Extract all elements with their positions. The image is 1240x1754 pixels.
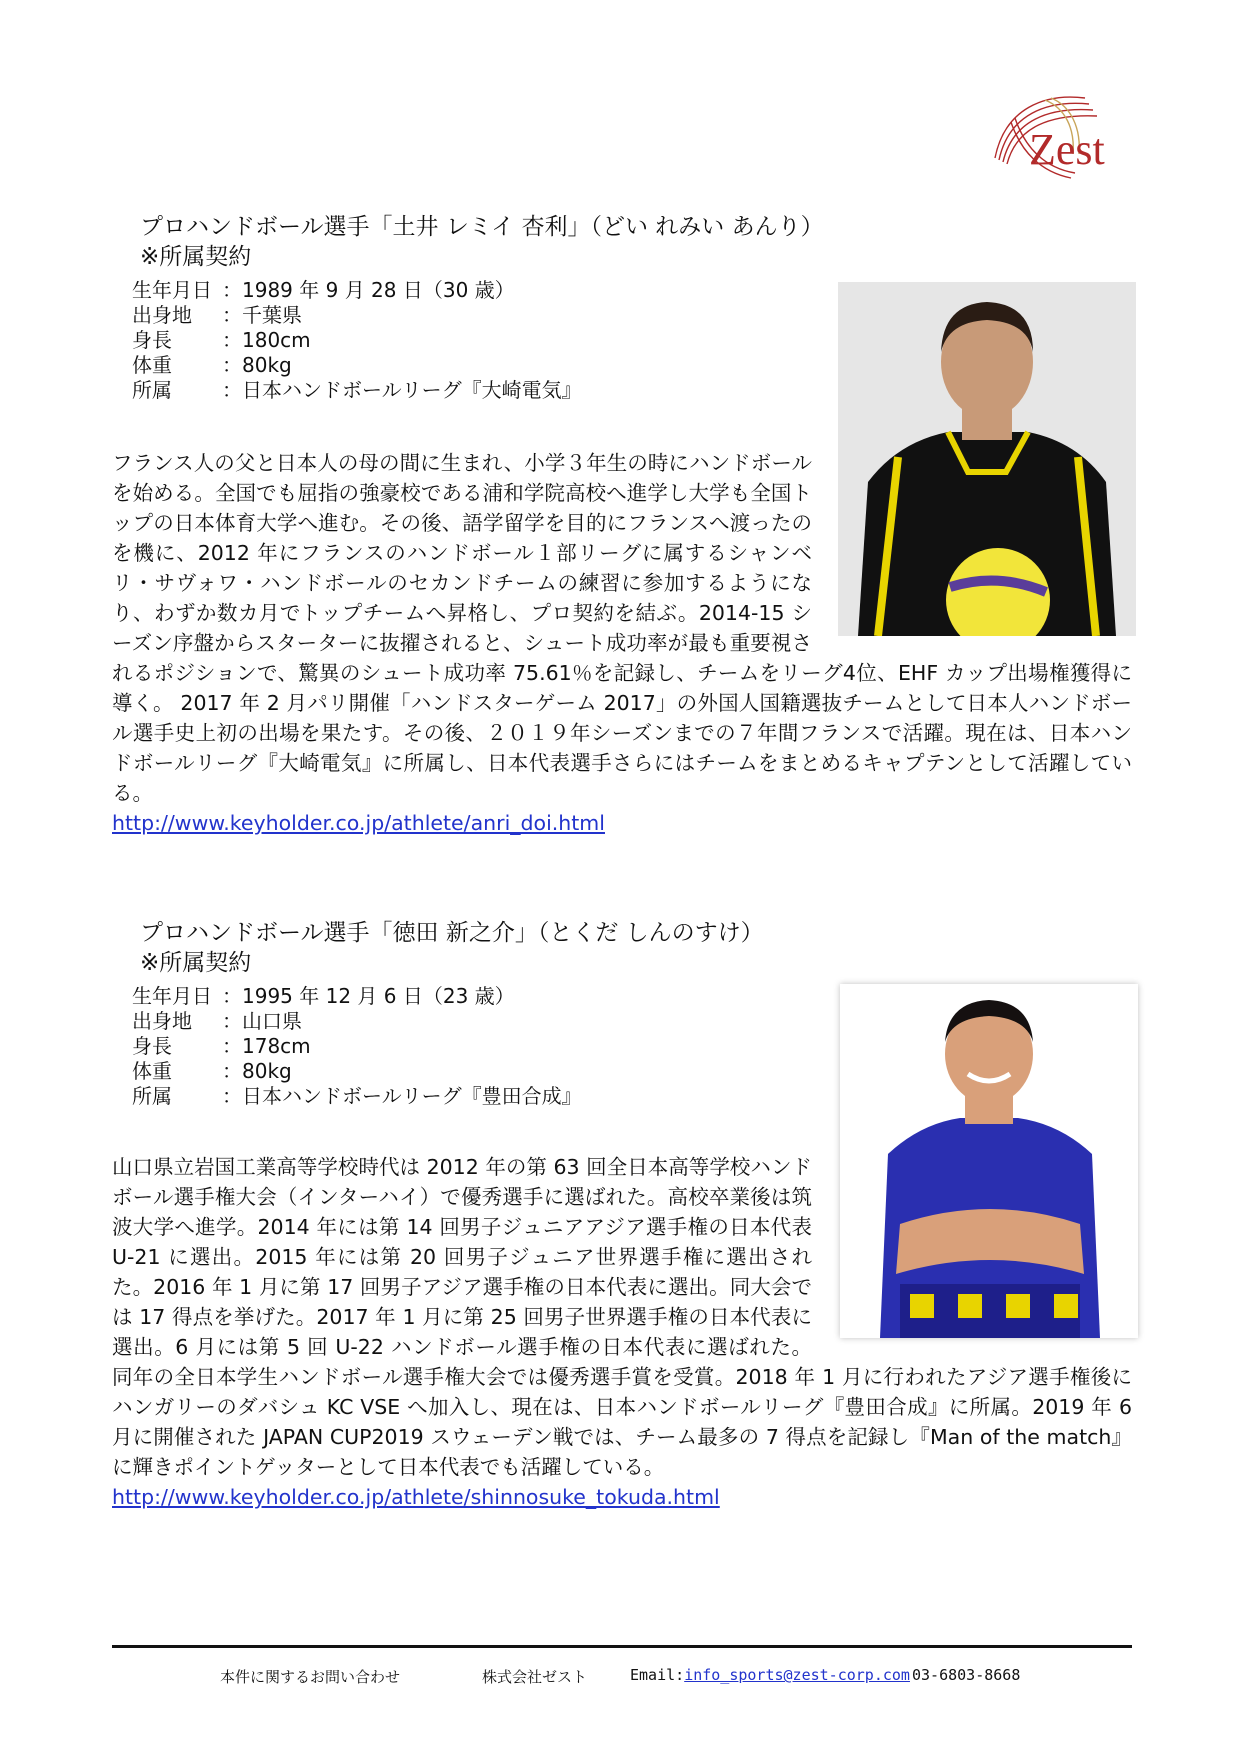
profile-key: 出身地 (132, 1009, 192, 1033)
profile-key: 身長 (132, 328, 172, 352)
email-label: Email: (630, 1666, 685, 1684)
profile-key: 体重 (132, 353, 172, 377)
athlete-bio-1 (112, 448, 1132, 838)
email-link[interactable]: info_sports@zest-corp.com (684, 1666, 910, 1684)
profile-value: ：日本ハンドボールリーグ『大崎電気』 (222, 378, 582, 402)
profile-key: 出身地 (132, 303, 192, 327)
bio-text: フランス人の父と日本人の母の間に生まれ、小学３年生の時にハンドボールを始める。全国でも屈指の強豪校である浦和学院高校へ進学し大学も全国トップの日本体育大学へ進む。その後、語学留学を目的にフランスへ渡ったのを機に、2012 年にフランスのハンドボール１部リーグに属するシャンベリ・サヴォワ・ハンドボールのセカンドチームの練習に参加するようになり、わずか数カ月でトップチームへ昇格し、プロ契約を結ぶ。2014-15 シーズン序盤からスターターに抜擢されると、シュート成功率が最も重要視されるポジションで、驚異のシュート成功率 75.61％を記録し、チームをリーグ4位、EHF カップ出場権獲得に導く。 2017 年 2 月パリ開催「ハンドスターゲーム 2017」の外国人国籍選抜チームとして日本人ハンドボール選手史上初の出場を果たす。その後、２０１９年シーズンまでの７年間フランスで活躍。現在は、日本ハンドボールリーグ『大崎電気』に所属し、日本代表選手さらにはチームをまとめるキャプテンとして活躍している。 (112, 451, 1132, 805)
profile-key: 体重 (132, 1059, 172, 1083)
profile-value: ：1989 年 9 月 28 日（30 歳） (222, 278, 515, 302)
profile-key: 生年月日 (132, 278, 212, 302)
profile-value: ：千葉県 (222, 303, 302, 327)
profile-key: 所属 (132, 378, 172, 402)
footer-company: 株式会社ゼスト (482, 1668, 588, 1686)
athlete-profile-link[interactable]: http://www.keyholder.co.jp/athlete/shinnosuke_tokuda.html (112, 1485, 720, 1509)
footer-divider (112, 1645, 1132, 1648)
profile-key: 所属 (132, 1084, 172, 1108)
profile-value: ：80kg (222, 353, 292, 377)
profile-value: ：山口県 (222, 1009, 302, 1033)
zest-logo (985, 88, 1135, 188)
contract-note: ※所属契約 (140, 950, 252, 976)
zest-logo-mark (985, 88, 1135, 188)
profile-value: ：80kg (222, 1059, 292, 1083)
athlete-profile-link[interactable]: http://www.keyholder.co.jp/athlete/anri_doi.html (112, 811, 605, 835)
profile-key: 生年月日 (132, 984, 212, 1008)
athlete-title: プロハンドボール選手「土井 レミイ 杏利」（どい れみい あんり） (140, 214, 824, 240)
footer-inquiry: 本件に関するお問い合わせ (220, 1668, 401, 1686)
profile-value: ：178cm (222, 1034, 311, 1058)
profile-value: ：180cm (222, 328, 311, 352)
footer-email (630, 1666, 910, 1684)
bio-text: 山口県立岩国工業高等学校時代は 2012 年の第 63 回全日本高等学校ハンドボール選手権大会（インターハイ）で優秀選手に選ばれた。高校卒業後は筑波大学へ進学。2014 年には第 14 回男子ジュニアアジア選手権の日本代表 U-21 に選出。2015 年には第 20 回男子ジュニア世界選手権に選出された。2016 年 1 月に第 17 回男子アジア選手権の日本代表に選出。同大会では 17 得点を挙げた。2017 年 1 月に第 25 回男子世界選手権の日本代表に選出。6 月には第 5 回 U-22 ハンドボール選手権の日本代表に選ばれた。同年の全日本学生ハンドボール選手権大会では優秀選手賞を受賞。2018 年 1 月に行われたアジア選手権後にハンガリーのダバシュ KC VSE へ加入し、現在は、日本ハンドボールリーグ『豊田合成』に所属。2019 年 6 月に開催された JAPAN CUP2019 スウェーデン戦では、チーム最多の 7 得点を記録し『Man of the match』に輝きポイントゲッターとして日本代表でも活躍している。 (112, 1155, 1132, 1479)
profile-value: ：日本ハンドボールリーグ『豊田合成』 (222, 1084, 582, 1108)
footer-phone: 03-6803-8668 (912, 1666, 1021, 1684)
athlete-title: プロハンドボール選手「徳田 新之介」（とくだ しんのすけ） (140, 920, 764, 946)
contract-note: ※所属契約 (140, 244, 252, 270)
profile-value: ：1995 年 12 月 6 日（23 歳） (222, 984, 515, 1008)
profile-key: 身長 (132, 1034, 172, 1058)
zest-logo-text: Zest (1029, 125, 1105, 174)
athlete-bio-2 (112, 1152, 1132, 1512)
